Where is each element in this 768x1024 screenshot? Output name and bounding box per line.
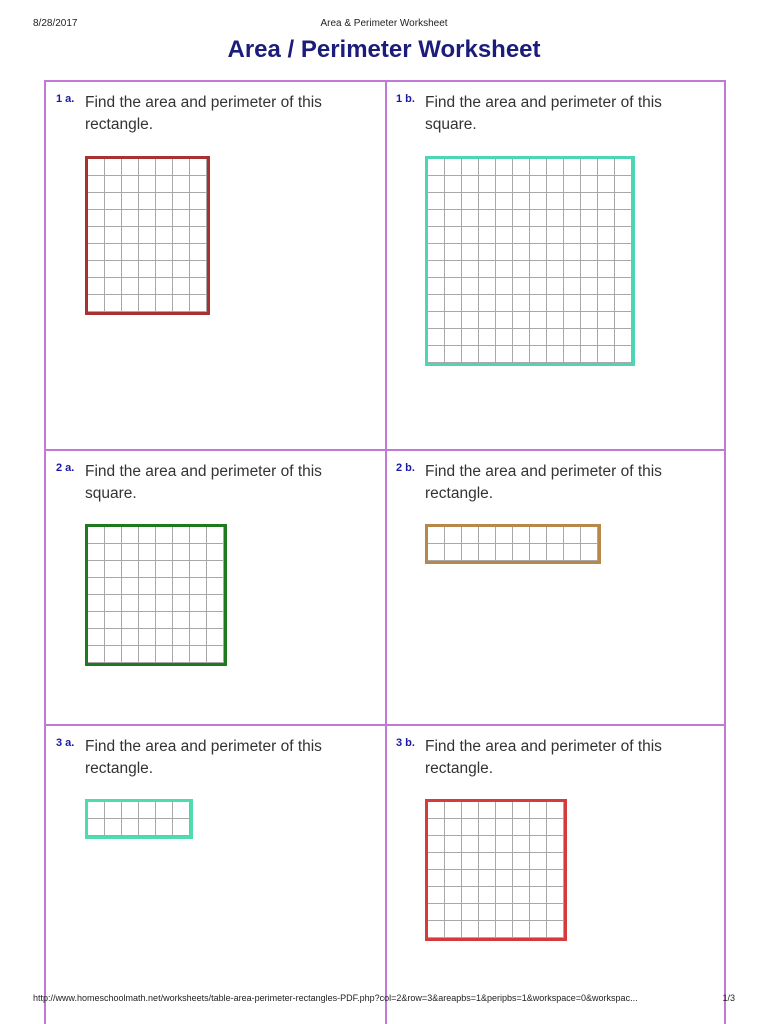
print-date: 8/28/2017 [33,18,78,29]
row-divider [46,449,724,451]
page-counter: 1/3 [722,993,735,1003]
problem-text: Find the area and perimeter of this square. [425,94,662,133]
problem-text: Find the area and perimeter of this rectangle. [425,738,662,777]
problem-number: 2 b. [396,462,415,474]
problem-text: Find the area and perimeter of this square. [85,463,322,502]
square-grid-1b [425,156,635,366]
problem-number: 3 b. [396,737,415,749]
rectangle-grid-3a [85,799,193,839]
problem-number: 2 a. [56,462,75,474]
page-title: Area / Perimeter Worksheet [227,36,541,63]
rectangle-grid-3b [425,799,567,941]
rectangle-grid-2b [425,524,601,564]
rectangle-grid-1a [85,156,210,315]
worksheet-table [44,80,726,1024]
problem-text: Find the area and perimeter of this rectangle. [85,94,322,133]
problem-text: Find the area and perimeter of this rectangle. [85,738,322,777]
print-footer-url: http://www.homeschoolmath.net/worksheets/table-area-perimeter-rectangles-PDF.php?col=2&row=3&areapbs=1&peripbs=1&workspace=0&workspac... [33,993,638,1003]
column-divider [385,82,387,1024]
problem-number: 1 a. [56,93,75,105]
square-grid-2a [85,524,227,666]
row-divider [46,724,724,726]
problem-text: Find the area and perimeter of this rectangle. [425,463,662,502]
problem-number: 1 b. [396,93,415,105]
print-header-title: Area & Perimeter Worksheet [320,18,448,29]
problem-number: 3 a. [56,737,75,749]
